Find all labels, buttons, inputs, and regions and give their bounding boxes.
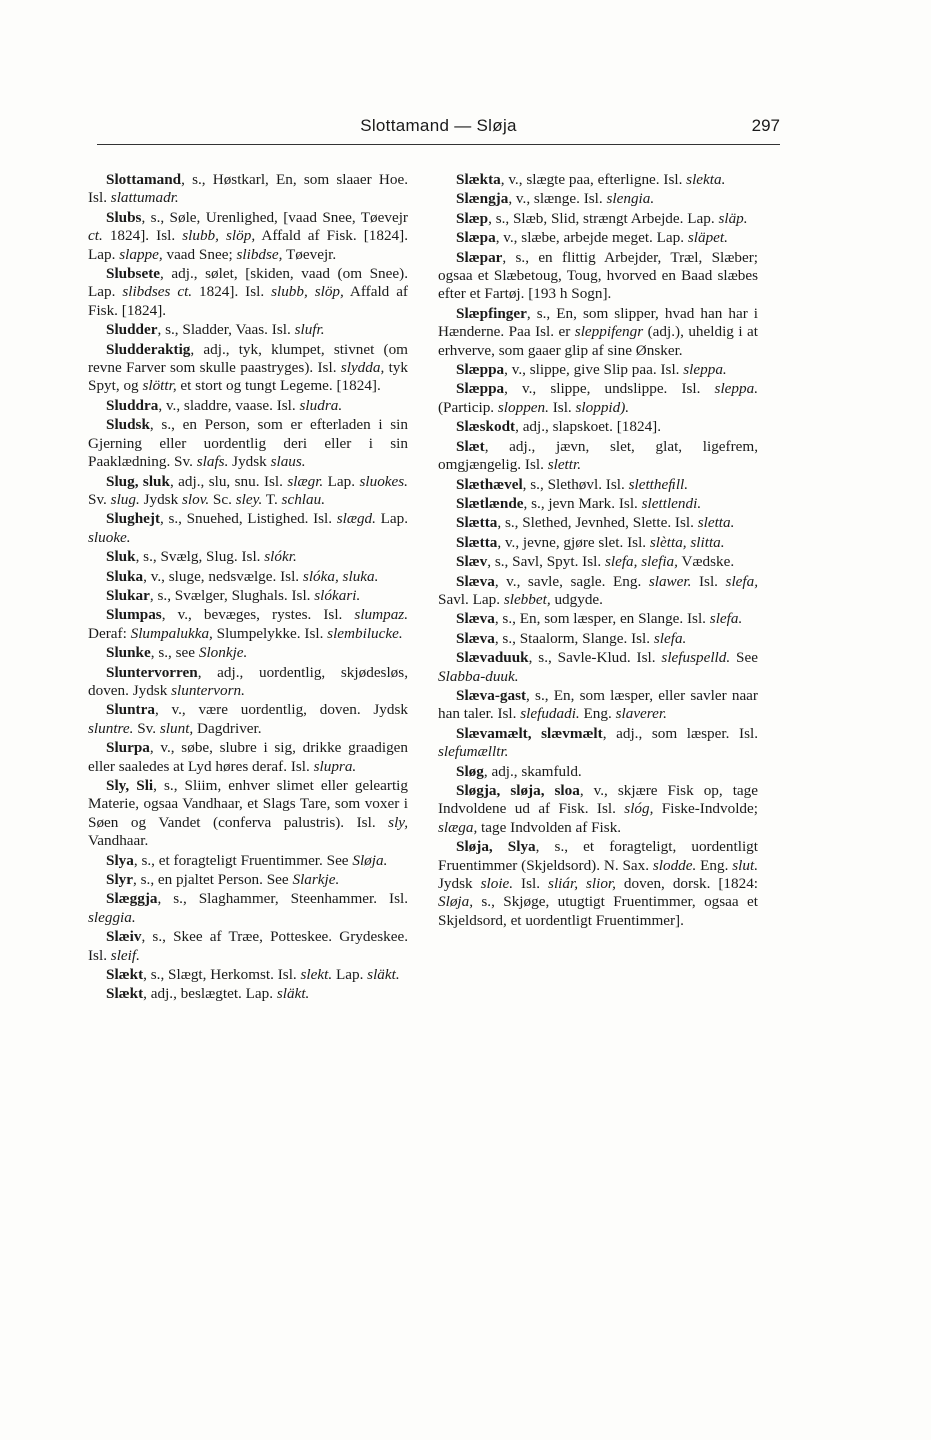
etymology-term: Sløja. [352, 851, 388, 869]
dictionary-entry [438, 838, 758, 930]
definition-text: , adj., beslægtet. Lap. [143, 985, 277, 1003]
dictionary-entry [438, 361, 758, 379]
etymology-term: släkt. [367, 966, 400, 984]
definition-text: , s., Slaghammer, Steenhammer. Isl. [157, 890, 408, 908]
definition-text: Eng. [696, 856, 733, 874]
etymology-term: slöttr, [142, 377, 177, 395]
headword: Sludderaktig [106, 340, 191, 358]
etymology-term: slov. [181, 490, 210, 508]
dictionary-entry [438, 380, 758, 417]
etymology-term: slibdses ct. [122, 283, 193, 301]
running-header [97, 114, 780, 145]
headword: Slængja [456, 190, 509, 208]
dictionary-entry [88, 587, 408, 605]
etymology-term: sleggia. [88, 908, 136, 926]
dictionary-entry [88, 871, 408, 889]
definition-text: See [730, 649, 758, 667]
definition-text: , s., Svælg, Slug. Isl. [135, 548, 265, 566]
dictionary-entry [88, 985, 408, 1003]
dictionary-entry [88, 852, 408, 870]
etymology-term: slókr. [264, 548, 297, 566]
dictionary-entry [438, 782, 758, 837]
headword: Slækta [456, 171, 501, 188]
definition-text: , s., En, som læsper, eller savler naar han taler. Isl. [438, 686, 758, 723]
headword: Slæggja [106, 890, 158, 908]
headword: Slæv [456, 553, 488, 571]
etymology-term: slettheﬁll. [628, 475, 689, 493]
definition-text: , v., slippe, undslippe. Isl. [504, 380, 715, 398]
etymology-term: slut. [732, 856, 758, 874]
dictionary-entry [88, 341, 408, 396]
definition-text: , v., søbe, slubre i sig, drikke graadigen eller saaledes at Lyd høres deraf. Isl. [88, 739, 408, 775]
headword: Slubsete [106, 265, 161, 283]
etymology-term: slattumadr. [110, 189, 179, 207]
dictionary-entry [88, 664, 408, 701]
running-title: Slottamand — Sløja [360, 116, 517, 135]
dictionary-entry [88, 928, 408, 965]
headword: Slurpa [106, 739, 150, 757]
etymology-term: sley. [235, 490, 263, 508]
definition-text: , adj., slapskoet. [1824]. [515, 418, 662, 436]
headword: Sluk [106, 548, 136, 566]
etymology-term: släkt. [276, 985, 310, 1003]
etymology-term: sloppid). [575, 398, 630, 416]
dictionary-entry [438, 725, 758, 762]
headword: Slæva [456, 610, 495, 628]
headword: Sløg [456, 762, 484, 780]
headword: Slukar [106, 586, 150, 604]
definition-text: , adj., sølet, [skiden, vaad (om Snee). Lap. [88, 265, 408, 301]
definition-text: , s., Sliim, enhver slimet eller geleartig Materie, ogsaa Vandhaar, et Slags Tare, som voxer i Søen og Vandet (conferva palustris). Isl. [88, 777, 408, 831]
dictionary-entry [438, 514, 758, 532]
definition-text: , adj., som læsper. Isl. [602, 724, 759, 742]
definition-text: , s., Sladder, Vaas. Isl. [157, 321, 295, 339]
etymology-term: slægd. [336, 510, 376, 528]
definition-text: , adj., skamfuld. [483, 762, 582, 780]
definition-text: , v., skjære Fisk op, tage Indvoldene ud af Fisk. Isl. [438, 782, 758, 818]
etymology-term: Slarkje. [292, 871, 340, 889]
definition-text: , v., slægte paa, efterligne. Isl. [500, 171, 687, 188]
etymology-term: sluntre. [88, 719, 134, 737]
left-column [88, 171, 408, 1005]
etymology-term: slefa, [725, 572, 759, 590]
dictionary-entry [88, 473, 408, 510]
etymology-term: slefa. [709, 610, 743, 628]
definition-text: , s., Savle-Klud. Isl. [528, 649, 662, 667]
definition-text: , s., Høstkarl, En, som slaaer Hoe. Isl. [88, 171, 408, 207]
etymology-term: slodde. [652, 856, 697, 874]
definition-text: (Particip. [438, 398, 498, 416]
dictionary-entry [88, 606, 408, 643]
etymology-term: sluokes. [359, 472, 408, 490]
etymology-term: ct. [88, 227, 103, 245]
etymology-term: slufr. [294, 321, 325, 339]
etymology-term: slettlendi. [641, 494, 702, 512]
headword: Slumpas [106, 606, 162, 624]
dictionary-entry [438, 553, 758, 571]
definition-text: , v., være uordentlig, doven. Jydsk [154, 701, 408, 719]
headword: Sly, Sli [106, 777, 154, 794]
headword: Slæpar [456, 248, 503, 266]
etymology-term: sleif. [110, 946, 140, 964]
etymology-term: sloppen. [497, 398, 549, 416]
headword: Slæiv [106, 928, 142, 946]
etymology-term: slefuspelld. [661, 649, 731, 667]
definition-text: Slumpelykke. Isl. [212, 624, 328, 642]
definition-text: Lap. [332, 966, 368, 984]
definition-text: Sv. [88, 490, 111, 508]
etymology-term: schlau. [281, 490, 325, 508]
definition-text: , s., en Person, som er efterladen i sin Gjerning eller uordentlig deri eller i sin Paaklædning. Sv. [88, 416, 408, 471]
etymology-term: slibdse, [236, 245, 283, 263]
headword: Slæppa [456, 380, 505, 398]
etymology-term: slebbet, [503, 590, 551, 608]
etymology-term: slengia. [606, 190, 655, 208]
dictionary-entry [438, 534, 758, 552]
dictionary-entry [438, 171, 758, 189]
dictionary-entry [438, 305, 758, 360]
right-column [438, 171, 758, 931]
etymology-term: sludra. [299, 396, 343, 414]
definition-text: , v., slænge. Isl. [508, 190, 607, 208]
dictionary-entry [88, 644, 408, 662]
dictionary-entry [438, 573, 758, 610]
headword: Slætta [456, 514, 498, 532]
headword: Slæp [456, 209, 489, 227]
etymology-term: sletta. [697, 514, 735, 532]
etymology-term: slug. [110, 490, 140, 508]
etymology-term: slafs. [196, 453, 229, 471]
etymology-term: slægr. [287, 472, 324, 490]
definition-text: , s., Savl, Spyt. Isl. [487, 553, 605, 571]
dictionary-entry [438, 763, 758, 781]
definition-text: , s., et foragteligt Fruentimmer. See [133, 851, 353, 869]
dictionary-entry [88, 777, 408, 851]
dictionary-entry [88, 548, 408, 566]
headword: Slubs [106, 208, 142, 226]
dictionary-entry [88, 739, 408, 776]
headword: Slæskodt [456, 418, 516, 436]
definition-text: Lap. [375, 510, 408, 528]
definition-text: , s., Slethed, Jevnhed, Slette. Isl. [497, 514, 698, 532]
definition-text: , s., jevn Mark. Isl. [523, 494, 642, 512]
etymology-term: sleppa. [683, 361, 727, 379]
etymology-term: slubb, slöp, [271, 283, 344, 301]
headword: Sluntervorren [106, 663, 198, 681]
definition-text: Jydsk [228, 453, 271, 471]
headword: Sludsk [106, 416, 150, 434]
etymology-term: sluoke. [88, 528, 131, 546]
etymology-term: sluntervorn. [171, 681, 245, 699]
definition-text: , v., sluge, nedsvælge. Isl. [143, 567, 303, 585]
etymology-term: sloie. [480, 875, 514, 893]
definition-text: Isl. [548, 398, 576, 416]
headword: Slækt [106, 985, 144, 1003]
etymology-term: slaverer. [615, 705, 667, 723]
definition-text: doven, dorsk. [1824: [615, 875, 759, 893]
headword: Slunke [106, 644, 151, 662]
definition-text: 1824]. Isl. [102, 227, 183, 245]
page-number: 297 [751, 116, 780, 135]
dictionary-entry [438, 649, 758, 686]
definition-text: , v., sladdre, vaase. Isl. [158, 396, 300, 414]
definition-text: Jydsk [139, 490, 182, 508]
headword: Slæthævel [456, 475, 523, 493]
headword: Slæppa [456, 361, 505, 379]
definition-text: , s., Søle, Urenlighed, [vaad Snee, Tøevejr [141, 208, 408, 226]
etymology-term: slubb, slöp, [182, 227, 256, 245]
headword: Slætlænde [456, 494, 524, 512]
dictionary-entry [88, 397, 408, 415]
etymology-term: Slumpalukka, [130, 624, 213, 642]
etymology-term: slefumælltr. [438, 743, 509, 761]
definition-text: , s., En, som slipper, hvad han har i Hænderne. Paa Isl. er [438, 304, 758, 341]
definition-text: tage Indvolden af Fisk. [477, 818, 622, 836]
dictionary-entry [438, 438, 758, 475]
etymology-term: släpet. [687, 229, 728, 247]
etymology-term: slefa, slefia, [604, 553, 678, 571]
headword: Sluddra [106, 396, 159, 414]
headword: Slækt [106, 966, 144, 984]
etymology-term: Slabba-duuk. [438, 667, 519, 685]
headword: Slævamælt, slævmælt [456, 724, 603, 742]
definition-text: , adj., jævn, slet, glat, ligefrem, omgjængelig. Isl. [438, 437, 758, 474]
headword: Sluka [106, 567, 144, 585]
dictionary-entry [438, 210, 758, 228]
definition-text: Savl. Lap. [438, 590, 504, 608]
definition-text: Isl. [691, 572, 726, 590]
definition-text: s., Skjøge, utugtigt Fruentimmer, ogsaa et Skjeldsord, et uordentligt Fruentimmer]. [438, 893, 758, 929]
etymology-term: släp. [718, 209, 748, 227]
headword: Sluntra [106, 701, 155, 719]
definition-text: (adj.), uheldig i at erhverve, som gaaer glip af sine Ønsker. [438, 323, 758, 359]
etymology-term: slæga, [438, 818, 478, 836]
etymology-term: slètta, slitta. [649, 533, 725, 551]
etymology-term: Sløja, [438, 893, 474, 911]
etymology-term: sleppa. [714, 380, 758, 398]
headword: Slæva [456, 572, 495, 590]
dictionary-entry [88, 966, 408, 984]
definition-text: Lap. [323, 472, 360, 490]
etymology-term: slefudadi. [520, 705, 580, 723]
definition-text: tyk Spyt, og [88, 359, 408, 395]
definition-text: , v., savle, sagle. Eng. [494, 572, 649, 590]
definition-text: , s., see [150, 644, 199, 662]
etymology-term: slettr. [547, 456, 582, 474]
definition-text: , s., en pjaltet Person. See [133, 871, 293, 889]
definition-text: , adj., uordentlig, skjødesløs, doven. Jydsk [88, 663, 408, 699]
etymology-term: sliár, slior, [548, 875, 616, 893]
dictionary-entry [88, 265, 408, 320]
headword: Sludder [106, 321, 158, 339]
etymology-term: sly, [388, 813, 408, 831]
definition-text: Jydsk [438, 875, 481, 893]
etymology-term: slawer. [648, 572, 692, 590]
etymology-term: slumpaz. [354, 606, 408, 624]
dictionary-entry [438, 476, 758, 494]
definition-text: , s., En, som læsper, en Slange. Isl. [494, 610, 710, 628]
definition-text: Eng. [579, 705, 616, 723]
headword: Slæva-gast [456, 686, 527, 704]
headword: Slyr [106, 871, 134, 889]
dictionary-entry [88, 416, 408, 471]
definition-text: , s., Slethøvl. Isl. [522, 475, 629, 493]
dictionary-entry [88, 171, 408, 208]
headword: Slæpa [456, 229, 496, 247]
dictionary-entry [88, 209, 408, 264]
dictionary-entry [88, 890, 408, 927]
definition-text: Vædske. [677, 553, 735, 571]
etymology-term: slembilucke. [327, 624, 403, 642]
definition-text: , v., slæbe, arbejde meget. Lap. [495, 229, 688, 247]
definition-text: T. [262, 490, 282, 508]
etymology-term: slunt, [159, 719, 194, 737]
etymology-term: Slonkje. [198, 644, 248, 662]
definition-text: , s., et foragteligt, uordentligt Fruentimmer (Skjeldsord). N. Sax. [438, 838, 758, 874]
headword: Sløja, Slya [456, 838, 536, 856]
dictionary-entry [438, 229, 758, 247]
definition-text: , s., Skee af Træe, Potteskee. Grydeskee. Isl. [88, 928, 408, 964]
definition-text: , adj., slu, snu. Isl. [169, 472, 288, 490]
headword: Slya [106, 851, 134, 869]
definition-text: , s., Svælger, Slughals. Isl. [149, 586, 315, 604]
definition-text: , s., Snuehed, Listighed. Isl. [160, 510, 337, 528]
headword: Slæva [456, 629, 495, 647]
etymology-term: slekta. [686, 171, 726, 188]
dictionary-entry [88, 510, 408, 547]
etymology-term: slókari. [314, 586, 361, 604]
definition-text: , s., Staalorm, Slange. Isl. [494, 629, 654, 647]
dictionary-entry [438, 495, 758, 513]
etymology-term: slupra. [313, 757, 357, 775]
definition-text: , v., slippe, give Slip paa. Isl. [504, 361, 684, 379]
etymology-term: slydda, [340, 359, 385, 377]
definition-text: , v., bevæges, rystes. Isl. [161, 606, 355, 624]
headword: Slug, sluk [106, 472, 170, 490]
etymology-term: slefa. [653, 629, 687, 647]
definition-text: Deraf: [88, 624, 131, 642]
headword: Slævaduuk [456, 649, 529, 667]
headword: Slæpfinger [456, 304, 527, 322]
dictionary-entry [438, 190, 758, 208]
etymology-term: slóka, sluka. [302, 567, 379, 585]
definition-text: udgyde. [550, 590, 603, 608]
dictionary-entry [438, 630, 758, 648]
dictionary-entry [438, 687, 758, 724]
definition-text: Isl. [513, 875, 549, 893]
definition-text: Fiske-Indvolde; [653, 800, 758, 818]
headword: Slughejt [106, 510, 161, 528]
definition-text: 1824]. Isl. [192, 283, 272, 301]
definition-text: Tøevejr. [282, 245, 337, 263]
headword: Slæt [456, 437, 485, 455]
dictionary-entry [88, 701, 408, 738]
definition-text: et stort og tungt Legeme. [1824]. [176, 377, 381, 395]
definition-text: Vandhaar. [88, 832, 149, 850]
definition-text: Affald af Fisk. [1824]. [88, 283, 408, 319]
headword: Slottamand [106, 171, 182, 188]
definition-text: , s., Slægt, Herkomst. Isl. [143, 966, 301, 984]
headword: Sløgja, sløja, sloa [456, 782, 580, 799]
definition-text: vaad Snee; [162, 245, 237, 263]
definition-text: Sc. [209, 490, 236, 508]
dictionary-entry [438, 610, 758, 628]
definition-text: Affald af Fisk. [1824]. Lap. [88, 227, 409, 263]
etymology-term: slóg, [624, 800, 654, 818]
definition-text: , adj., tyk, klumpet, stivnet (om revne Farver som skulle paastryges). Isl. [88, 340, 408, 377]
definition-text: Sv. [133, 719, 160, 737]
dictionary-entry [88, 321, 408, 339]
definition-text: , s., Slæb, Slid, strængt Arbejde. Lap. [488, 209, 719, 227]
etymology-term: slappe, [119, 245, 163, 263]
etymology-term: sleppifengr [574, 323, 644, 341]
dictionary-entry [438, 418, 758, 436]
dictionary-entry [438, 249, 758, 304]
headword: Slætta [456, 533, 498, 551]
etymology-term: slekt. [300, 966, 333, 984]
etymology-term: slaus. [270, 453, 306, 471]
definition-text: , s., en flittig Arbejder, Træl, Slæber; ogsaa et Slæbetoug, Toug, hvorved en Baad slæbes efter et Fartøj. [193 h Sogn]. [438, 248, 758, 303]
dictionary-entry [88, 568, 408, 586]
definition-text: , v., jevne, gjøre slet. Isl. [497, 533, 650, 551]
definition-text: Dagdriver. [193, 719, 262, 737]
